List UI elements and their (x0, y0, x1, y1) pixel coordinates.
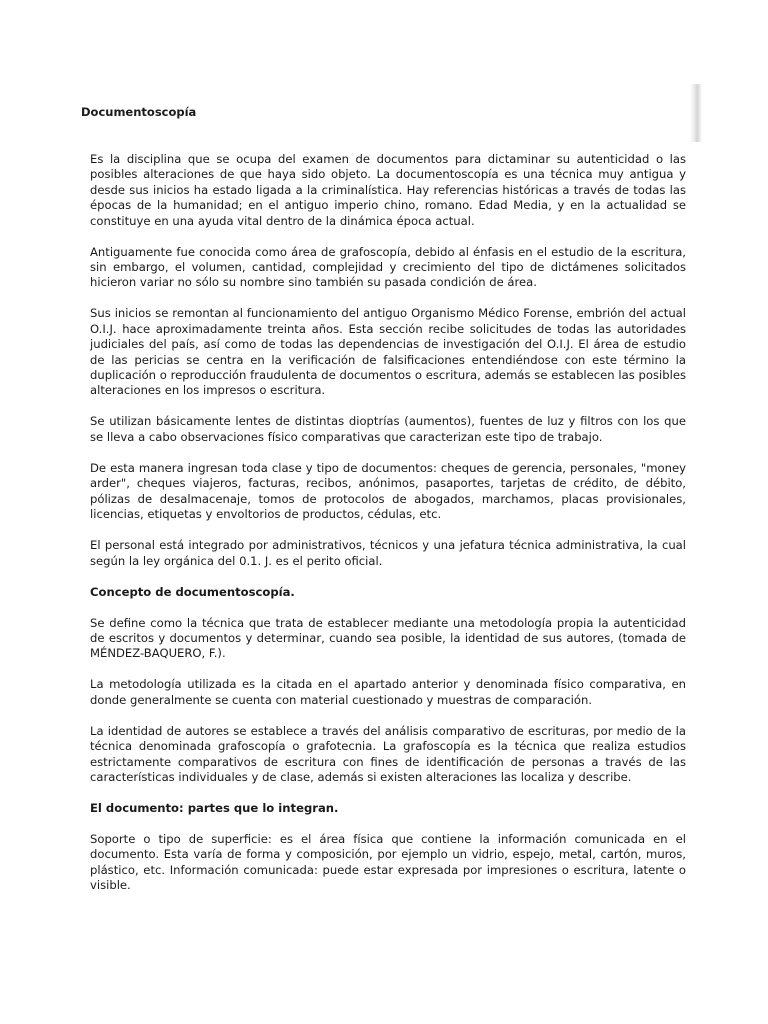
paragraph-concept-definition: Se define como la técnica que trata de establecer mediante una metodología propia la autenticidad de escritos y documentos y determinar, cuando sea posible, la identidad de sus autores, (tomada de MÉNDEZ-BAQUERO, F.). (90, 615, 686, 661)
paragraph-definition: Es la disciplina que se ocupa del examen de documentos para dictaminar su autenticidad o las posibles alteraciones de que haya sido objeto. La documentoscopía es una técnica muy antigua y desde sus inicios ha estado ligada a la criminalística. Hay referencias históricas a través de todas las épocas de la humanidad; en el antiguo imperio chino, romano. Edad Media, y en la actualidad se constituye en una ayuda vital dentro de la dinámica época actual. (90, 152, 686, 228)
document-title: Documentoscopía (81, 105, 197, 119)
paragraph-document-types: De esta manera ingresan toda clase y tipo de documentos: cheques de gerencia, personales, "money arder", cheques viajeros, facturas, recibos, anónimos, pasaportes, tarjetas de crédito, de débito, pólizas de desalmacenaje, tomos de protocolos de abogados, marchamos, placas provisionales, licencias, etiquetas y envoltorios de productos, cédulas, etc. (90, 460, 686, 522)
paragraph-methodology: La metodología utilizada es la citada en el apartado anterior y denominada físico comparativa, en donde generalmente se cuenta con material cuestionado y muestras de comparación. (90, 677, 686, 707)
paragraph-personnel: El personal está integrado por administrativos, técnicos y una jefatura técnica administrativa, la cual según la ley orgánica del 0.1. J. es el perito oficial. (90, 538, 686, 568)
section-heading-concept: Concepto de documentoscopía. (90, 584, 295, 599)
paragraph-author-identity: La identidad de autores se establece a través del análisis comparativo de escrituras, por medio de la técnica denominada grafoscopía o grafotecnia. La grafoscopía es la técnica que realiza estudios estrictamente comparativos de escritura con fines de identificación de personas a través de las características individuales y de clase, además si existen alteraciones las localiza y describe. (90, 723, 686, 784)
document-body (90, 152, 686, 909)
paragraph-tools: Se utilizan básicamente lentes de distintas dioptrías (aumentos), fuentes de luz y filtros con los que se lleva a cabo observaciones físico comparativas que caracterizan este tipo de trabajo. (90, 414, 686, 444)
paragraph-history: Antiguamente fue conocida como área de grafoscopía, debido al énfasis en el estudio de la escritura, sin embargo, el volumen, cantidad, complejidad y crecimiento del tipo de dictámenes solicitados hicieron variar no sólo su nombre sino también su pasada condición de área. (90, 244, 686, 290)
page-edge-shadow (690, 84, 702, 142)
paragraph-support: Soporte o tipo de superficie: es el área física que contiene la información comunicada en el documento. Esta varía de forma y composición, por ejemplo un vidrio, espejo, metal, cartón, muros, plástico, etc. Información comunicada: puede estar expresada por impresiones o escritura, latente o visible. (90, 831, 686, 893)
paragraph-origins: Sus inicios se remontan al funcionamiento del antiguo Organismo Médico Forense, embrión del actual O.I.J. hace aproximadamente treinta años. Esta sección recibe solicitudes de todas las autoridades judiciales del país, así como de todas las dependencias de investigación del O.I.J. El área de estudio de las pericias se centra en la verificación de falsificaciones entendiéndose con este término la duplicación o reproducción fraudulenta de documentos o escritura, además se establecen las posibles alteraciones en los impresos o escritura. (90, 306, 686, 398)
section-heading-document-parts: El documento: partes que lo integran. (90, 800, 339, 815)
